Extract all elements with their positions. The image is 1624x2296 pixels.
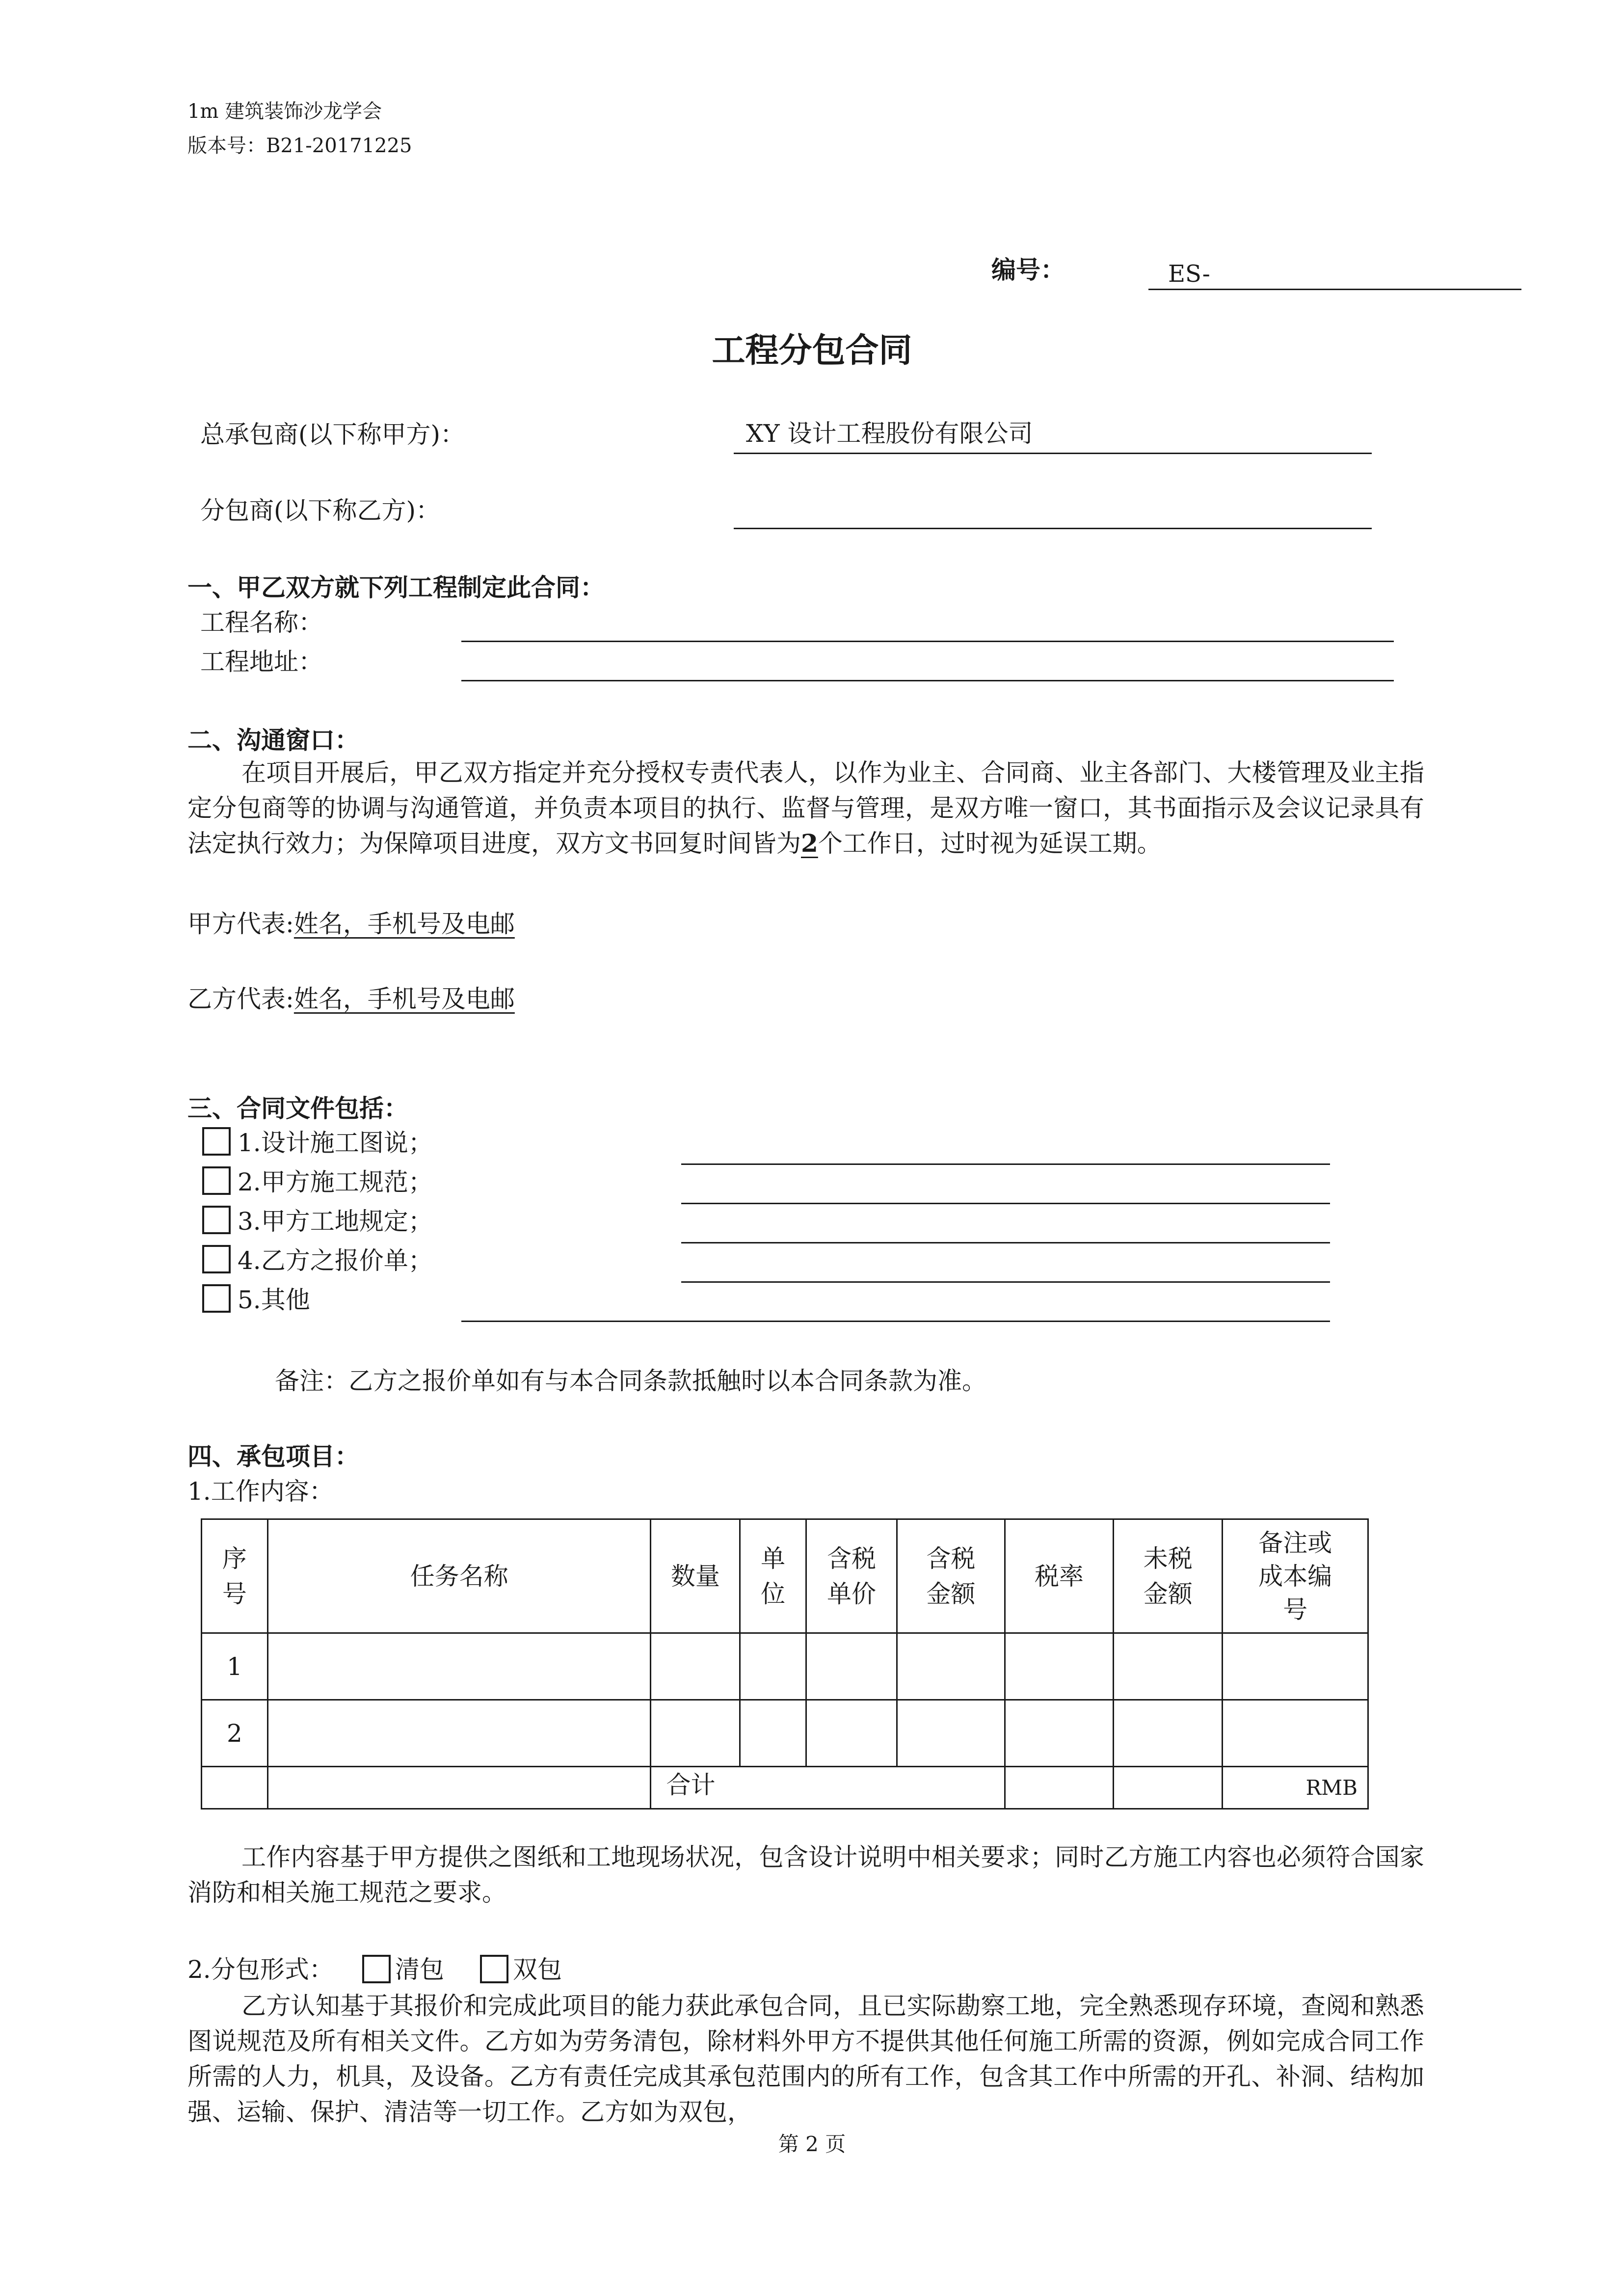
total-currency: RMB (1223, 1767, 1368, 1809)
party-b-rep: 乙方代表:姓名，手机号及电邮 (187, 985, 515, 1013)
th-quantity: 数量 (651, 1519, 740, 1633)
th-amount-tax: 含税金额 (897, 1519, 1005, 1633)
cell-unit[interactable] (740, 1700, 806, 1767)
doc-checkbox-5[interactable] (202, 1284, 231, 1313)
project-name-line (461, 641, 1394, 642)
section3-heading: 三、合同文件包括： (187, 1094, 408, 1123)
form-paragraph: 乙方认知基于其报价和完成此项目的能力获此承包合同，且已实际勘察工地，完全熟悉现存环境，查阅和熟悉图说规范及所有相关文件。乙方如为劳务清包，除材料外甲方不提供其他任何施工所需的资源，例如完成合同工作所需的人力，机具，及设备。乙方有责任完成其承包范围内的所有工作，包含其工作中所需的开孔、补洞、结构加强、运输、保护、清洁等一切工作。乙方如为双包， (187, 1992, 1424, 2126)
cell-amount[interactable] (897, 1633, 1005, 1700)
reply-days: 2 (801, 829, 818, 858)
th-task-name: 任务名称 (267, 1519, 651, 1633)
doc-line-5 (461, 1321, 1330, 1322)
cell-qty[interactable] (651, 1700, 740, 1767)
page-number: 第 2 页 (778, 2132, 846, 2156)
section4-heading: 四、承包项目： (187, 1442, 359, 1471)
doc-line-2 (681, 1203, 1330, 1204)
section2-heading: 二、沟通窗口： (187, 726, 359, 755)
subcontractor-label: 分包商(以下称乙方)： (200, 496, 441, 525)
party-a-rep-value: 姓名，手机号及电邮 (293, 910, 515, 938)
th-unit: 单位 (740, 1519, 806, 1633)
section1-heading: 一、甲乙双方就下列工程制定此合同： (187, 573, 605, 602)
cell-seq: 2 (202, 1700, 268, 1767)
party-a-rep: 甲方代表:姓名，手机号及电邮 (187, 910, 515, 938)
cell-task[interactable] (267, 1700, 651, 1767)
cell-unit[interactable] (740, 1633, 806, 1700)
doc-item-3: 3.甲方工地规定； (238, 1207, 433, 1236)
project-name-label: 工程名称： (200, 608, 323, 637)
work-table (201, 1518, 1369, 1810)
page-title: 工程分包合同 (712, 331, 912, 370)
party-b-rep-value: 姓名，手机号及电邮 (293, 985, 515, 1013)
section4-sub1: 1.工作内容： (187, 1477, 334, 1506)
doc-item-1: 1.设计施工图说； (238, 1129, 433, 1157)
doc-checkbox-3[interactable] (202, 1206, 231, 1234)
doc-item-5: 5.其他 (238, 1286, 310, 1314)
doc-line-3 (681, 1242, 1330, 1243)
header-org: 1m 建筑装饰沙龙学会 (187, 100, 382, 123)
total-blank-3 (1005, 1767, 1114, 1809)
form-option-2: 双包 (513, 1955, 562, 1984)
cell-remark[interactable] (1223, 1633, 1368, 1700)
contract-no-label: 编号： (991, 256, 1065, 284)
th-amount-pretax: 未税金额 (1114, 1519, 1223, 1633)
cell-task[interactable] (267, 1633, 651, 1700)
subcontractor-line (734, 528, 1372, 529)
doc-checkbox-4[interactable] (202, 1245, 231, 1273)
project-address-line (461, 680, 1394, 681)
general-contractor-value: XY 设计工程股份有限公司 (746, 419, 1033, 448)
cell-unit-price[interactable] (806, 1633, 897, 1700)
doc-line-1 (681, 1163, 1330, 1165)
project-address-label: 工程地址： (200, 648, 323, 676)
total-label: 合计 (651, 1767, 1005, 1809)
doc-checkbox-2[interactable] (202, 1166, 231, 1195)
form-option-1: 清包 (395, 1955, 444, 1984)
cell-pretax[interactable] (1114, 1700, 1223, 1767)
doc-item-2: 2.甲方施工规范； (238, 1168, 433, 1196)
cell-tax-rate[interactable] (1005, 1700, 1114, 1767)
th-remark: 备注或成本编号 (1223, 1519, 1368, 1633)
th-tax-rate: 税率 (1005, 1519, 1114, 1633)
cell-pretax[interactable] (1114, 1633, 1223, 1700)
cell-remark[interactable] (1223, 1700, 1368, 1767)
section2-paragraph: 在项目开展后，甲乙双方指定并充分授权专责代表人，以作为业主、合同商、业主各部门、大楼管理及业主指定分包商等的协调与沟通管道，并负责本项目的执行、监督与管理，是双方唯一窗口，其书面指示及会议记录具有法定执行效力；为保障项目进度，双方文书回复时间皆为2个工作日，过时视为延误工期。 (187, 758, 1424, 858)
th-unit-price-tax: 含税单价 (806, 1519, 897, 1633)
cell-unit-price[interactable] (806, 1700, 897, 1767)
cell-amount[interactable] (897, 1700, 1005, 1767)
section3-note: 备注：乙方之报价单如有与本合同条款抵触时以本合同条款为准。 (275, 1367, 986, 1395)
doc-line-4 (681, 1281, 1330, 1283)
general-contractor-line (734, 453, 1372, 454)
contract-no-value: ES- (1168, 260, 1210, 288)
section4-sub2-label: 2.分包形式： (187, 1955, 334, 1984)
cell-qty[interactable] (651, 1633, 740, 1700)
general-contractor-label: 总承包商(以下称甲方)： (200, 420, 465, 449)
doc-checkbox-1[interactable] (202, 1127, 231, 1156)
scope-paragraph: 工作内容基于甲方提供之图纸和工地现场状况，包含设计说明中相关要求；同时乙方施工内容也必须符合国家消防和相关施工规范之要求。 (187, 1843, 1424, 1907)
total-blank-1 (202, 1767, 268, 1809)
doc-item-4: 4.乙方之报价单； (238, 1246, 433, 1275)
table-total-row (202, 1767, 1368, 1809)
header-version: 版本号：B21-20171225 (187, 135, 412, 157)
form-checkbox-1[interactable] (362, 1955, 391, 1983)
table-row (202, 1633, 1368, 1700)
th-seq: 序号 (202, 1519, 268, 1633)
cell-seq: 1 (202, 1633, 268, 1700)
total-blank-2 (267, 1767, 651, 1809)
table-header-row (202, 1519, 1368, 1633)
contract-no-line (1148, 289, 1521, 290)
cell-tax-rate[interactable] (1005, 1633, 1114, 1700)
form-checkbox-2[interactable] (480, 1955, 508, 1983)
total-blank-4 (1114, 1767, 1223, 1809)
table-row (202, 1700, 1368, 1767)
